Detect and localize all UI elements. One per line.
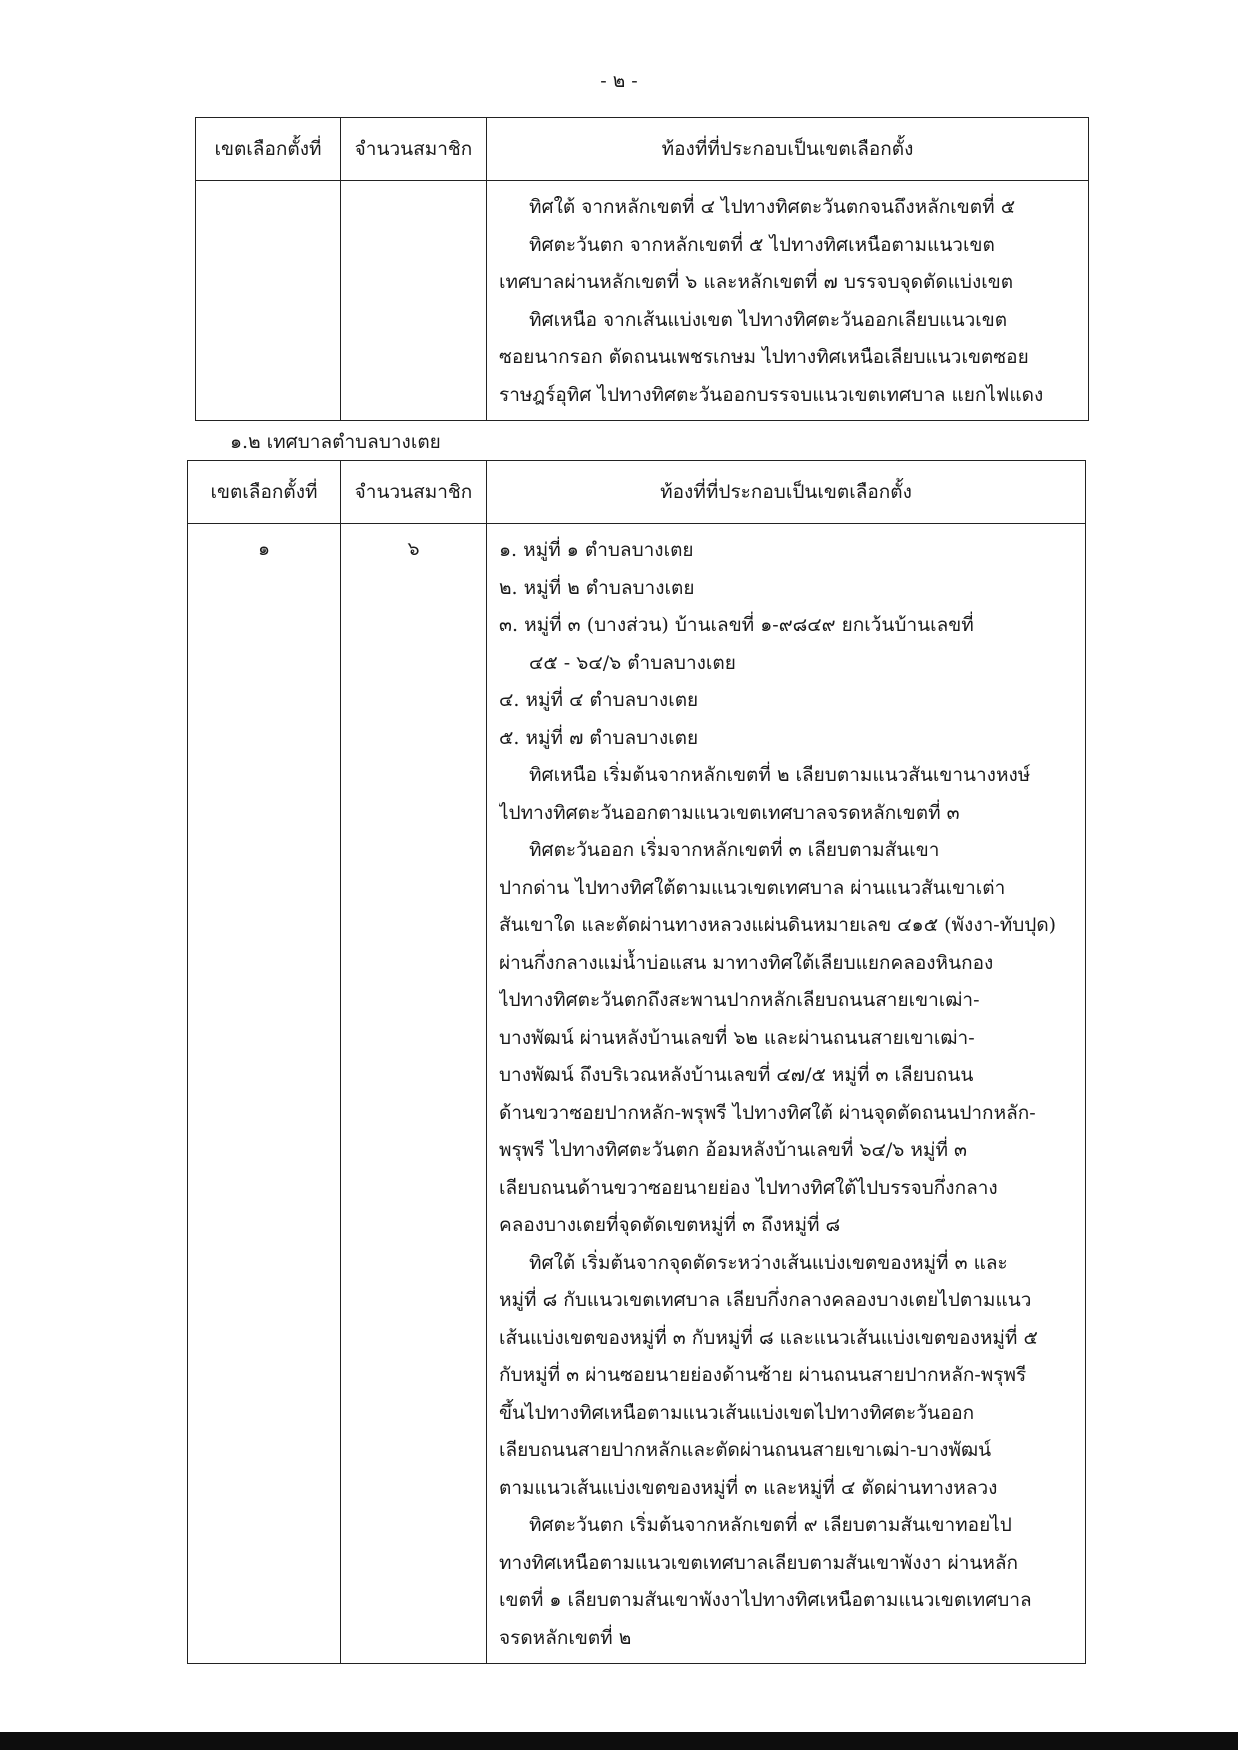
text-line: ทิศใต้ เริ่มต้นจากจุดตัดระหว่างเส้นแบ่งเขตของหมู่ที่ ๓ และ: [529, 1251, 1008, 1274]
table-row: [196, 181, 1089, 421]
page-number: - ๒ -: [600, 70, 638, 92]
text-line: กับหมู่ที่ ๓ ผ่านซอยนายย่องด้านซ้าย ผ่านถนนสายปากหลัก-พรุพรี: [499, 1364, 1027, 1386]
text-line: ทิศตะวันตก จากหลักเขตที่ ๕ ไปทางทิศเหนือตามแนวเขต: [529, 233, 995, 256]
header-members: จำนวนสมาชิก: [341, 461, 487, 524]
area-description-cell: [487, 181, 1089, 421]
district-number: ๑: [188, 524, 341, 1664]
text-line: ทิศใต้ จากหลักเขตที่ ๔ ไปทางทิศตะวันตกจนถึงหลักเขตที่ ๕: [529, 196, 1016, 218]
header-district: เขตเลือกตั้งที่: [188, 461, 341, 524]
header-members: จำนวนสมาชิก: [341, 118, 487, 181]
text-line: เส้นแบ่งเขตของหมู่ที่ ๓ กับหมู่ที่ ๘ และแนวเส้นแบ่งเขตของหมู่ที่ ๕: [499, 1326, 1038, 1349]
scan-edge-band: [0, 1732, 1238, 1750]
header-area: ท้องที่ที่ประกอบเป็นเขตเลือกตั้ง: [487, 118, 1089, 181]
text-line: เทศบาลผ่านหลักเขตที่ ๖ และหลักเขตที่ ๗ บรรจบจุดตัดแบ่งเขต: [499, 271, 1014, 293]
text-line: ขึ้นไปทางทิศเหนือตามแนวเส้นแบ่งเขตไปทางทิศตะวันออก: [499, 1401, 975, 1424]
text-line: ตามแนวเส้นแบ่งเขตของหมู่ที่ ๓ และหมู่ที่ ๔ ตัดผ่านทางหลวง: [499, 1476, 998, 1499]
text-line: ทิศตะวันออก เริ่มจากหลักเขตที่ ๓ เลียบตามสันเขา: [529, 839, 940, 861]
text-line: จรดหลักเขตที่ ๒: [499, 1626, 632, 1649]
area-description-cell: [487, 524, 1086, 1664]
text-line: ๔. หมู่ที่ ๔ ตำบลบางเตย: [499, 689, 699, 711]
member-count: ๖: [341, 524, 487, 1664]
district-cell: [196, 181, 341, 421]
text-line: ราษฎร์อุทิศ ไปทางทิศตะวันออกบรรจบแนวเขตเทศบาล แยกไฟแดง: [499, 383, 1044, 406]
text-line: สันเขาใด และตัดผ่านทางหลวงแผ่นดินหมายเลข ๔๑๕ (พังงา-ทับปุด): [499, 914, 1057, 936]
table-row: [188, 524, 1086, 1664]
text-line: บางพัฒน์ ถึงบริเวณหลังบ้านเลขที่ ๔๗/๕ หมู่ที่ ๓ เลียบถนน: [499, 1064, 974, 1086]
text-line: ไปทางทิศตะวันตกถึงสะพานปากหลักเลียบถนนสายเขาเฒ่า-: [499, 989, 980, 1011]
text-line: ๔๕ - ๖๔/๖ ตำบลบางเตย: [529, 651, 736, 674]
text-line: ไปทางทิศตะวันออกตามแนวเขตเทศบาลจรดหลักเขตที่ ๓: [499, 801, 960, 824]
table-header-row: [188, 461, 1086, 524]
text-line: เขตที่ ๑ เลียบตามสันเขาพังงาไปทางทิศเหนือตามแนวเขตเทศบาล: [499, 1589, 1032, 1611]
table-header-row: [196, 118, 1089, 181]
text-line: ซอยนากรอก ตัดถนนเพชรเกษม ไปทางทิศเหนือเลียบแนวเขตซอย: [499, 346, 1029, 368]
members-cell: [341, 181, 487, 421]
election-district-table-continued: [195, 117, 1089, 421]
election-district-table: [187, 460, 1086, 1664]
text-line: ทางทิศเหนือตามแนวเขตเทศบาลเลียบตามสันเขาพังงา ผ่านหลัก: [499, 1551, 1019, 1574]
header-area: ท้องที่ที่ประกอบเป็นเขตเลือกตั้ง: [487, 461, 1086, 524]
text-line: เลียบถนนด้านขวาซอยนายย่อง ไปทางทิศใต้ไปบรรจบกึ่งกลาง: [499, 1176, 998, 1199]
text-line: ปากด่าน ไปทางทิศใต้ตามแนวเขตเทศบาล ผ่านแนวสันเขาเต่า: [499, 876, 1006, 899]
text-line: ด้านขวาซอยปากหลัก-พรุพรี ไปทางทิศใต้ ผ่านจุดตัดถนนปากหลัก-: [499, 1101, 1036, 1124]
text-line: ผ่านกึ่งกลางแม่น้ำบ่อแสน มาทางทิศใต้เลียบแยกคลองหินกอง: [499, 951, 994, 974]
text-line: พรุพรี ไปทางทิศตะวันตก อ้อมหลังบ้านเลขที่ ๖๔/๖ หมู่ที่ ๓: [499, 1139, 967, 1161]
text-line: ๓. หมู่ที่ ๓ (บางส่วน) บ้านเลขที่ ๑-๙๘๔๙ ยกเว้นบ้านเลขที่: [499, 614, 974, 636]
text-line: ๑. หมู่ที่ ๑ ตำบลบางเตย: [499, 539, 694, 561]
text-line: บางพัฒน์ ผ่านหลังบ้านเลขที่ ๖๒ และผ่านถนนสายเขาเฒ่า-: [499, 1026, 975, 1049]
section-heading: ๑.๒ เทศบาลตำบลบางเตย: [230, 431, 441, 453]
text-line: เลียบถนนสายปากหลักและตัดผ่านถนนสายเขาเฒ่า-บางพัฒน์: [499, 1439, 992, 1461]
text-line: ๕. หมู่ที่ ๗ ตำบลบางเตย: [499, 726, 699, 749]
text-line: หมู่ที่ ๘ กับแนวเขตเทศบาล เลียบกึ่งกลางคลองบางเตยไปตามแนว: [499, 1289, 1032, 1311]
text-line: ทิศเหนือ เริ่มต้นจากหลักเขตที่ ๒ เลียบตามแนวสันเขานางหงษ์: [529, 764, 1031, 786]
text-line: ๒. หมู่ที่ ๒ ตำบลบางเตย: [499, 576, 695, 599]
text-line: ทิศเหนือ จากเส้นแบ่งเขต ไปทางทิศตะวันออกเลียบแนวเขต: [529, 308, 1008, 331]
header-district: เขตเลือกตั้งที่: [196, 118, 341, 181]
text-line: ทิศตะวันตก เริ่มต้นจากหลักเขตที่ ๙ เลียบตามสันเขาทอยไป: [529, 1514, 1012, 1536]
text-line: คลองบางเตยที่จุดตัดเขตหมู่ที่ ๓ ถึงหมู่ที่ ๘: [499, 1214, 841, 1236]
